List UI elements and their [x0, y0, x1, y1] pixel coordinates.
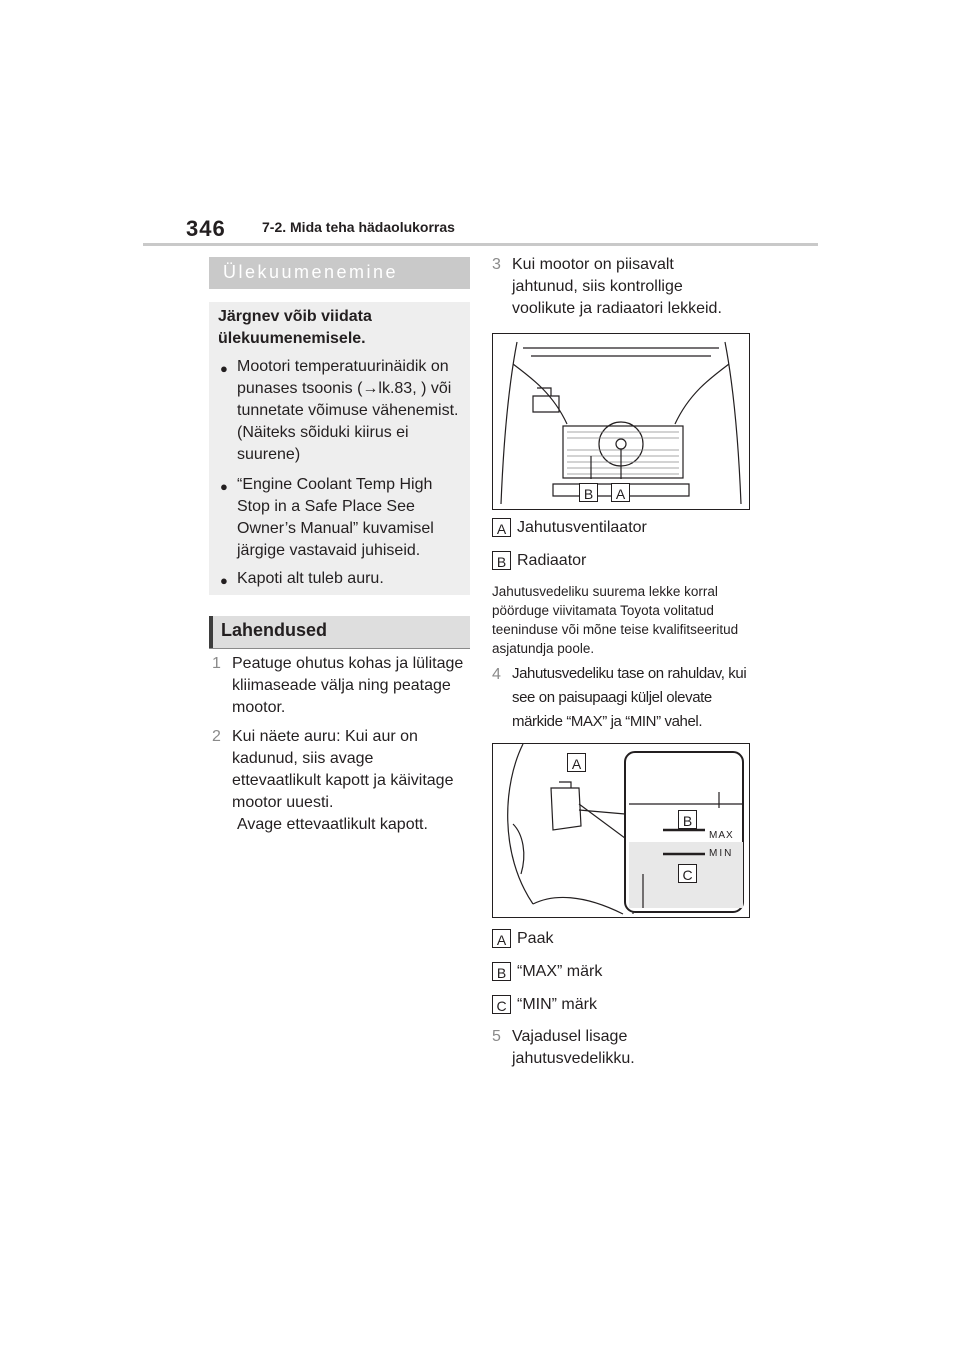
- solutions-title: Lahendused: [221, 620, 328, 640]
- legend-text: “MIN” märk: [517, 995, 597, 1013]
- step-number: 4: [492, 666, 501, 683]
- legend-key: C: [492, 995, 511, 1014]
- solutions-rule: [209, 648, 470, 649]
- legend-key: B: [492, 962, 511, 981]
- reservoir-figure: [492, 743, 750, 918]
- legend-key: A: [492, 929, 511, 948]
- engine-bay-figure: [492, 333, 750, 510]
- overheat-bullet: “Engine Coolant Temp High Stop in a Safe Place See Owner’s Manual” kuvamisel järgige vastavaid juhiseid.: [237, 476, 434, 559]
- leak-note: Jahutusvedeliku suurema lekke korral pöörduge viivitamata Toyota volitatud teeninduse või mõne teise kvalifitseeritud asjatundja poole.: [492, 584, 739, 656]
- overheat-intro: Järgnev võib viidata ülekuumenemisele.: [218, 308, 372, 347]
- legend-text: “MAX” märk: [517, 962, 603, 980]
- legend-key: B: [492, 551, 511, 570]
- step-text: Vajadusel lisage jahutusvedelikku.: [512, 1028, 635, 1067]
- overheat-bullet: Mootori temperatuurinäidik on punases tsoonis (→lk.83, ) või tunnetate võimuse vähenemist. (Näiteks sõiduki kiirus ei suurene): [237, 358, 459, 463]
- legend-text: Paak: [517, 929, 554, 947]
- legend-item: [492, 551, 586, 570]
- callout-a-label: A: [611, 483, 630, 502]
- solutions-bar: [209, 616, 213, 648]
- step-text: Kui mootor on piisavalt jahtunud, siis kontrollige voolikute ja radiaatori lekkeid.: [512, 256, 722, 317]
- min-mark-label: MIN: [709, 848, 734, 859]
- callout-b-label: B: [579, 483, 598, 502]
- callout-a-label: A: [567, 753, 586, 772]
- bullet-icon: ●: [220, 479, 228, 494]
- overheat-title: Ülekuumenemine: [223, 262, 399, 282]
- step-number: 2: [212, 728, 221, 745]
- step-text: Peatuge ohutus kohas ja lülitage kliimaseade välja ning peatage mootor.: [232, 655, 464, 716]
- callout-c-label: C: [678, 864, 697, 883]
- legend-item: [492, 995, 597, 1014]
- header-rule: [143, 243, 818, 246]
- overheat-header: [209, 257, 470, 289]
- step-number: 1: [212, 655, 221, 672]
- bullet-icon: ●: [220, 573, 228, 588]
- legend-item: [492, 962, 602, 981]
- legend-text: Jahutusventilaator: [517, 518, 647, 536]
- step-number: 3: [492, 256, 501, 273]
- legend-text: Radiaator: [517, 551, 587, 569]
- legend-key: A: [492, 518, 511, 537]
- legend-item: [492, 929, 553, 948]
- solutions-header: [209, 616, 470, 648]
- bullet-icon: ●: [220, 361, 228, 376]
- step-text: Jahutusvedeliku tase on rahuldav, kui see on paisupaagi küljel olevate märkide “MAX” ja “MIN” vahel.: [512, 665, 747, 730]
- section-title: 7-2. Mida teha hädaolukorras: [262, 219, 455, 235]
- max-mark-label: MAX: [709, 830, 734, 841]
- overheat-bullet: Kapoti alt tuleb auru.: [237, 570, 384, 587]
- page-number: 346: [186, 216, 226, 241]
- step-text: Kui näete auru: Kui aur on kadunud, siis avage ettevaatlikult kapott ja käivitage mootor uuesti.: [232, 728, 454, 811]
- step-subtext: Avage ettevaatlikult kapott.: [237, 816, 428, 833]
- callout-b-label: B: [678, 810, 697, 829]
- legend-item: [492, 518, 647, 537]
- step-number: 5: [492, 1028, 501, 1045]
